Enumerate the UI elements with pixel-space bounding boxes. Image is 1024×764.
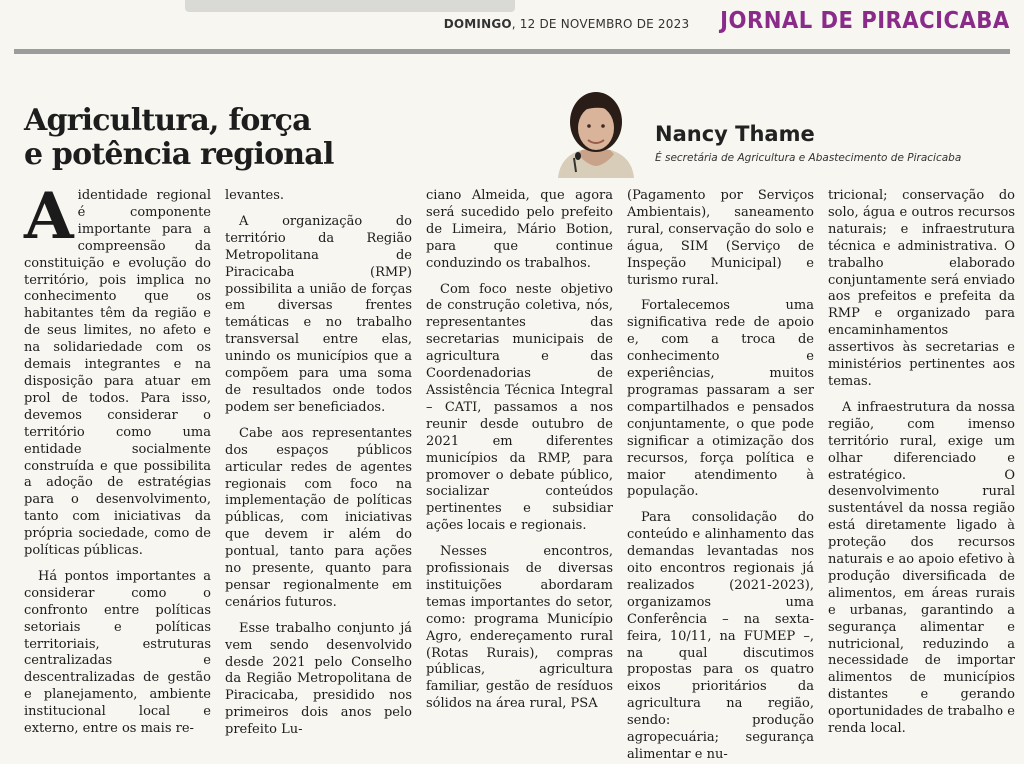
author-role: É secretária de Agricultura e Abastecimento de Piracicaba <box>655 152 962 164</box>
article-body <box>24 179 1015 762</box>
paragraph: levantes. <box>225 188 285 203</box>
paragraph <box>24 179 211 560</box>
article-headline <box>24 104 334 172</box>
column-1 <box>24 179 211 738</box>
column-4 <box>627 188 814 764</box>
paragraph: Nesses encontros, profissionais de diversas instituições abordaram temas importantes do setor, como: programa Município Agro, endereçamento rural (Rotas Rurais), compras públicas, agricultura familiar, gestão de resíduos sólidos na área rural, PSA <box>426 544 613 712</box>
issue-date <box>444 17 690 31</box>
column-3 <box>426 188 613 713</box>
paragraph: Para consolidação do conteúdo e alinhamento das demandas levantadas nos oito encontros regionais já realizados (2021-2023), organizamos uma Conferência – na sexta-feira, 10/11, na FUMEP –, na qual discutimos propostas para os quatro eixos prioritários da agricultura na região, sendo: produção agropecuária; segurança alimentar e nu- <box>627 510 814 762</box>
paragraph: A organização do território da Região Metropolitana de Piracicaba (RMP) possibilita a união de forças em diversas frentes temáticas e no trabalho transversal entre elas, unindo os municípios que a compõem para uma soma de resultados onde todos podem ser beneficiados. <box>225 213 412 415</box>
paragraph-text: identidade regional é componente importante para a compreensão da constituição e evolução do território, pois implica no conhecimento que os habitantes têm da região e de seus limites, no afeto e na solidariedade com os demais integrantes e na disposição para atuar em prol de todos. Para isso, devemos considerar o território como uma entidade socialmente construída e que possibilita a adoção de estratégias para o desenvolvimento, tanto com iniciativas da própria sociedade, como de políticas públicas. <box>24 188 211 559</box>
paragraph: Com foco neste objetivo de construção coletiva, nós, representantes das secretarias municipais de agricultura e das Coordenadorias de Assistência Técnica Integral – CATI, passamos a nos reunir desde outubro de 2021 em diferentes municípios da RMP, para promover o debate público, socializar conteúdos pertinentes e subsidiar ações locais e regionais. <box>426 281 613 534</box>
column-5 <box>828 188 1015 738</box>
drop-cap: A <box>24 179 74 254</box>
header-rule <box>14 49 1010 54</box>
author-photo <box>548 76 644 178</box>
issue-date-text: , 12 DE NOVEMBRO DE 2023 <box>511 17 690 31</box>
paragraph: Há pontos importantes a considerar como o confronto entre políticas setoriais e políticas territoriais, estruturas centralizadas e descentralizadas de gestão e planejamento, ambiente institucional local e externo, entre os mais re- <box>24 568 211 737</box>
paragraph: Fortalecemos uma significativa rede de apoio e, com a troca de conhecimento e experiências, muitos programas passaram a ser compartilhados e pensados conjuntamente, o que pode significar a otimização dos recursos, força política e maior atendimento à população. <box>627 298 814 500</box>
paragraph: Cabe aos representantes dos espaços públicos articular redes de agentes regionais com foco na implementação de políticas públicas, com iniciativas que devem ir além do pontual, tanto para ações no presente, quanto para pensar regionalmente em cenários futuros. <box>225 425 412 610</box>
paragraph: A infraestrutura da nossa região, com imenso território rural, exige um olhar diferenciado e estratégico. O desenvolvimento rural sustentável da nossa região está diretamente ligado à proteção dos recursos naturais e ao apoio efetivo à produção diversificada de alimentos, em áreas rurais e urbanas, garantindo a segurança alimentar e nutricional, reduzindo a necessidade de importar alimentos de municípios distantes e gerando oportunidades de trabalho e renda local. <box>828 399 1015 737</box>
headline-line-1: Agricultura, força <box>24 103 311 138</box>
paragraph: Esse trabalho conjunto já vem sendo desenvolvido desde 2021 pelo Conselho da Região Metropolitana de Piracicaba, presidido nos primeiros dois anos pelo prefeito Lu- <box>225 620 412 738</box>
headline-line-2: e potência regional <box>24 137 334 172</box>
paragraph: (Pagamento por Serviços Ambientais), saneamento rural, conservação do solo e água, SIM (Serviço de Inspeção Municipal) e turismo rural. <box>627 188 814 288</box>
issue-day: DOMINGO <box>443 17 512 31</box>
column-2 <box>225 188 412 739</box>
newspaper-logo: JORNAL DE PIRACICABA <box>720 8 1010 34</box>
paragraph: ciano Almeida, que agora será sucedido pelo prefeito de Limeira, Mário Botion, para que continue conduzindo os trabalhos. <box>426 188 613 271</box>
author-name: Nancy Thame <box>655 122 815 146</box>
masthead <box>444 8 1010 34</box>
paragraph: tricional; conservação do solo, água e outros recursos naturais; e infraestrutura técnica e administrativa. O trabalho elaborado conjuntamente será enviado aos prefeitos e prefeita da RMP e organizado para encaminhamentos assertivos às secretarias e ministérios pertinentes aos temas. <box>828 188 1015 389</box>
